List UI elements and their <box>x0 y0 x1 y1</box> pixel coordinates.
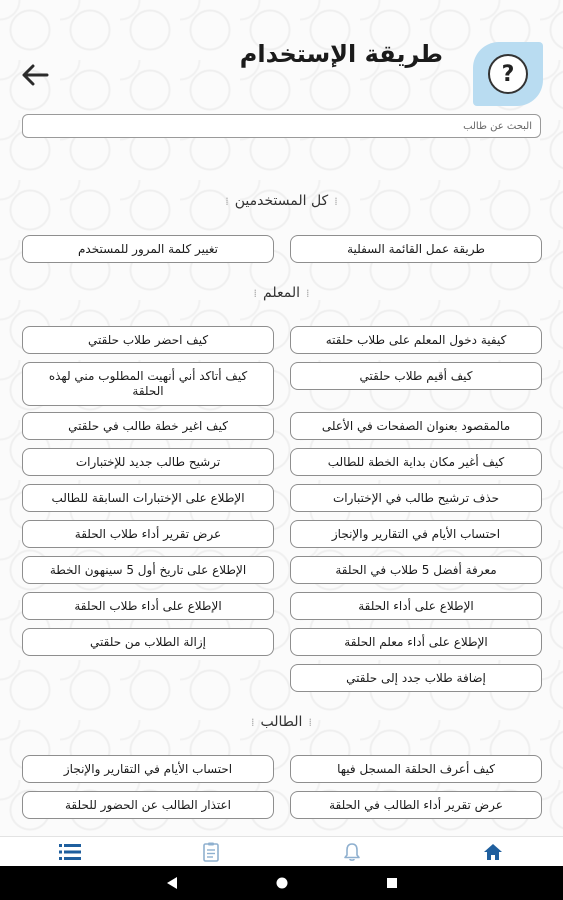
section-student-label: الطالب <box>260 714 303 730</box>
tab-notifications[interactable] <box>322 838 382 866</box>
tab-home[interactable] <box>463 838 523 866</box>
section-teacher-label: المعلم <box>263 285 300 301</box>
back-triangle-icon <box>165 876 179 890</box>
menu-list-icon <box>59 843 81 861</box>
help-item-remove-students[interactable]: إزالة الطلاب من حلقتي <box>22 628 274 656</box>
system-nav-bar <box>0 866 563 900</box>
help-item-plan-start[interactable]: كيف أغير مكان بداية الخطة للطالب <box>290 448 542 476</box>
help-item-days-calc[interactable]: احتساب الأيام في التقارير والإنجاز <box>290 520 542 548</box>
section-all-users-label: كل المستخدمين <box>234 193 329 209</box>
bottom-tab-bar <box>0 836 563 866</box>
help-question-icon <box>488 54 528 94</box>
tab-report[interactable] <box>181 838 241 866</box>
help-item-change-plan[interactable]: كيف اغير خطة طالب في حلقتي <box>22 412 274 440</box>
help-item-teacher-enter-class[interactable]: كيفية دخول المعلم على طلاب حلقته <box>290 326 542 354</box>
help-glyph: ? <box>501 61 515 87</box>
system-recents-button[interactable] <box>377 868 407 898</box>
home-icon <box>483 843 503 861</box>
section-title-all-users <box>0 193 563 209</box>
search-input[interactable] <box>22 114 541 138</box>
help-item-attendance[interactable]: كيف احضر طلاب حلقتي <box>22 326 274 354</box>
section-mark-icon: ⁞ <box>253 287 258 300</box>
section-title-student <box>0 714 563 730</box>
help-item-previous-exams[interactable]: الإطلاع على الإختبارات السابقة للطالب <box>22 484 274 512</box>
system-home-button[interactable] <box>267 868 297 898</box>
arrow-left-icon <box>21 64 49 86</box>
help-item-my-class[interactable]: كيف أعرف الحلقة المسجل فيها <box>290 755 542 783</box>
help-item-first-5-finish[interactable]: الإطلاع على تاريخ أول 5 سينهون الخطة <box>22 556 274 584</box>
section-mark-icon: ⁞ <box>305 287 310 300</box>
help-item-student-days-calc[interactable]: احتساب الأيام في التقارير والإنجاز <box>22 755 274 783</box>
bell-icon <box>343 842 361 862</box>
help-item-students-performance[interactable]: الإطلاع على أداء طلاب الحلقة <box>22 592 274 620</box>
section-mark-icon: ⁞ <box>251 716 255 729</box>
help-item-add-students[interactable]: إضافة طلاب جدد إلى حلقتي <box>290 664 542 692</box>
help-item-nominate-exam[interactable]: ترشيح طالب جديد للإختبارات <box>22 448 274 476</box>
section-mark-icon: ⁞ <box>225 195 229 208</box>
system-back-button[interactable] <box>157 868 187 898</box>
help-item-top-5[interactable]: معرفة أفضل 5 طلاب في الحلقة <box>290 556 542 584</box>
help-item-change-password[interactable]: تغيير كلمة المرور للمستخدم <box>22 235 274 263</box>
help-logo <box>473 42 543 106</box>
tab-menu[interactable] <box>40 838 100 866</box>
section-mark-icon: ⁞ <box>334 195 338 208</box>
recents-square-icon <box>385 876 399 890</box>
help-item-class-performance[interactable]: الإطلاع على أداء الحلقة <box>290 592 542 620</box>
section-title-teacher <box>0 285 563 301</box>
help-item-students-report[interactable]: عرض تقرير أداء طلاب الحلقة <box>22 520 274 548</box>
help-item-student-excuse[interactable]: اعتذار الطالب عن الحضور للحلقة <box>22 791 274 819</box>
header <box>0 0 563 112</box>
home-circle-icon <box>275 876 289 890</box>
back-button[interactable] <box>18 58 52 92</box>
page-title: طريقة الإستخدام <box>239 40 443 68</box>
section-mark-icon: ⁞ <box>308 716 312 729</box>
help-item-student-report[interactable]: عرض تقرير أداء الطالب في الحلقة <box>290 791 542 819</box>
report-icon <box>203 842 219 862</box>
help-item-teacher-performance[interactable]: الإطلاع على أداء معلم الحلقة <box>290 628 542 656</box>
help-item-delete-nomination[interactable]: حذف ترشيح طالب في الإختبارات <box>290 484 542 512</box>
help-item-evaluate-students[interactable]: كيف أقيم طلاب حلقتي <box>290 362 542 390</box>
help-item-confirm-done[interactable]: كيف أتاكد أني أنهيت المطلوب مني لهذه الحلقة <box>22 362 274 406</box>
help-item-bottom-menu[interactable]: طريقة عمل القائمة السفلية <box>290 235 542 263</box>
help-item-page-titles[interactable]: مالمقصود بعنوان الصفحات في الأعلى <box>290 412 542 440</box>
